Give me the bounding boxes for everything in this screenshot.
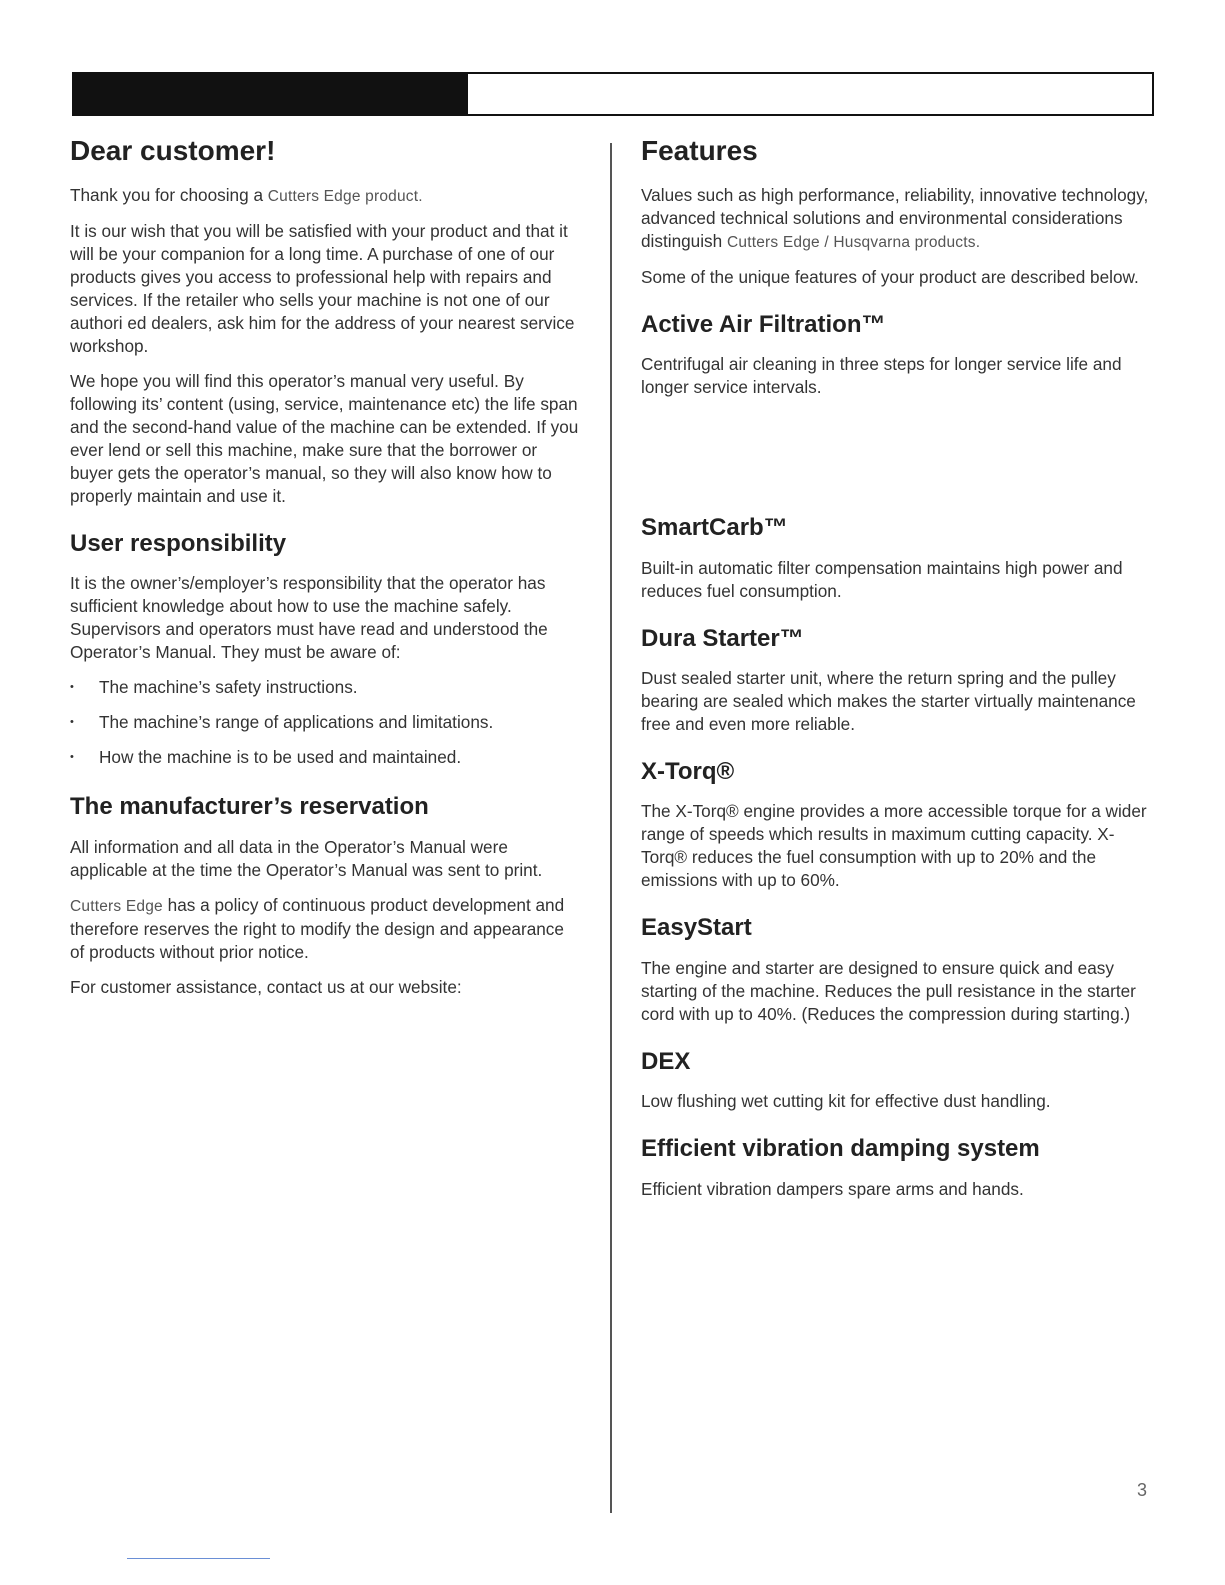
wish-paragraph: It is our wish that you will be satisfied with your product and that it will be your companion for a long time. A purchase of one of our products gives you access to professional help with repairs and services. If the retailer who sells your machine is not one of our authori ed dealers, ask him for the address of your nearest service workshop. [70,220,575,356]
feature-heading-dura-starter: Dura Starter™ [641,624,804,652]
reservation-policy-text: has a policy of continuous product development and therefore reserves the right to modify the design and appearance of products without prior notice. [70,894,565,962]
feature-text-xtorq: The X-Torq® engine provides a more accessible torque for a wider range of speeds which results in maximum cutting capacity. X-Torq® reduces the fuel consumption with up to 20% and the emissions with up to 60%. [641,801,1147,891]
list-item: • How the machine is to be used and maintained. [70,746,582,769]
right-column [641,132,1153,1213]
feature-heading-dex: DEX [641,1047,691,1075]
features-intro-2: Some of the unique features of your product are described below. [641,266,1139,287]
dear-customer-heading: Dear customer! [70,135,276,166]
features-heading: Features [641,135,758,166]
page-number: 3 [1137,1480,1148,1500]
header-black-block [74,74,468,114]
feature-heading-vibration: Efficient vibration damping system [641,1135,1040,1163]
page-header-bar [72,72,1154,116]
customer-assistance-text: For customer assistance, contact us at our website: [70,976,462,997]
brand-products: Cutters Edge / Husqvarna products. [727,233,981,251]
feature-text-smartcarb: Built-in automatic filter compensation maintains high power and reduces fuel consumption. [641,557,1123,601]
feature-heading-xtorq: X-Torq® [641,757,735,785]
features-intro [641,184,1153,254]
feature-heading-smartcarb: SmartCarb™ [641,514,788,542]
thanks-paragraph [70,184,582,208]
footer-link-underline [127,1558,270,1559]
feature-text-easystart: The engine and starter are designed to ensure quick and easy starting of the machine. Reduces the pull resistance in the starter cord with up to 40%. (Reduces the compression during starting.) [641,957,1136,1024]
manufacturer-reservation-heading: The manufacturer’s reservation [70,793,429,821]
reservation-paragraph-2 [70,894,582,964]
hope-paragraph: We hope you will find this operator’s manual very useful. By following its’ content (using, service, maintenance etc) the life span and the second-hand value of the machine can be extended. If you ever lend or sell this machine, make sure that the borrower or buyer gets the operator’s manual, so they will also know how to properly maintain and use it. [70,370,579,506]
feature-text-vibration: Efficient vibration dampers spare arms and hands. [641,1178,1024,1199]
awareness-list [70,676,582,769]
feature-text-active-air: Centrifugal air cleaning in three steps for longer service life and longer service intervals. [641,354,1122,398]
feature-heading-easystart: EasyStart [641,914,752,942]
column-divider [610,143,612,1513]
user-responsibility-heading: User responsibility [70,529,287,557]
list-item: • The machine’s safety instructions. [70,676,582,699]
reservation-paragraph-1: All information and all data in the Operator’s Manual were applicable at the time the Operator’s Manual was sent to print. [70,836,543,880]
brand-product-name: Cutters Edge product. [267,187,423,205]
features-intro-text: Values such as high performance, reliability, innovative technology, advanced technical solutions and environmental considerations distinguish [641,184,1149,251]
left-column [70,132,582,1011]
feature-text-dura-starter: Dust sealed starter unit, where the return spring and the pulley bearing are sealed which makes the starter virtually maintenance free and even more reliable. [641,667,1136,734]
list-item: • The machine’s range of applications and limitations. [70,711,582,734]
feature-heading-active-air: Active Air Filtration™ [641,310,886,338]
brand-name: Cutters Edge [70,897,163,915]
thanks-text: Thank you for choosing a [70,184,263,205]
feature-text-dex: Low flushing wet cutting kit for effective dust handling. [641,1091,1051,1112]
user-responsibility-text: It is the owner’s/employer’s responsibility that the operator has sufficient knowledge about how to use the machine safely. Supervisors and operators must have read and understood the Operator’s Manual. They must be aware of: [70,573,548,663]
